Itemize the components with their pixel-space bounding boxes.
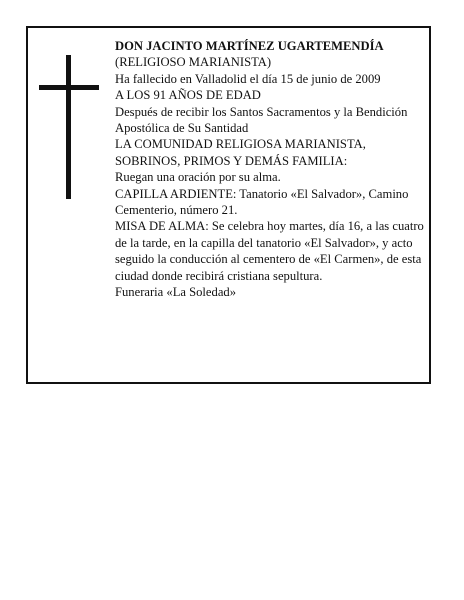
- funeral-home: Funeraria «La Soledad»: [115, 285, 236, 300]
- cross-icon: [39, 55, 99, 199]
- mass-details: MISA DE ALMA: Se celebra hoy martes, día 16, a las cuatro de la tarde, en la capilla del tanatorio «El Salvador», y acto seguido la conducción al cementero de «El Carmen», de esta ciudad donde recibirá cristiana sepultura.: [115, 219, 424, 283]
- cross-horizontal-bar: [39, 85, 99, 90]
- prayer-request: Ruegan una oración por su alma.: [115, 170, 281, 185]
- death-statement: Ha fallecido en Valladolid el día 15 de junio de 2009: [115, 71, 381, 86]
- obituary-notice: [26, 26, 431, 384]
- mourners-statement: LA COMUNIDAD RELIGIOSA MARIANISTA, SOBRINOS, PRIMOS Y DEMÁS FAMILIA:: [115, 137, 366, 168]
- deceased-name: DON JACINTO MARTÍNEZ UGARTEMENDÍA: [115, 39, 384, 53]
- cross-vertical-bar: [66, 55, 71, 199]
- chapel-details: CAPILLA ARDIENTE: Tanatorio «El Salvador», Camino Cementerio, número 21.: [115, 186, 409, 218]
- notice-text-block: [115, 38, 425, 301]
- sacraments-statement: Después de recibir los Santos Sacramentos y la Bendición Apostólica de Su Santidad: [115, 104, 408, 136]
- deceased-affiliation: (RELIGIOSO MARIANISTA): [115, 55, 272, 70]
- age-statement: A LOS 91 AÑOS DE EDAD: [115, 88, 261, 103]
